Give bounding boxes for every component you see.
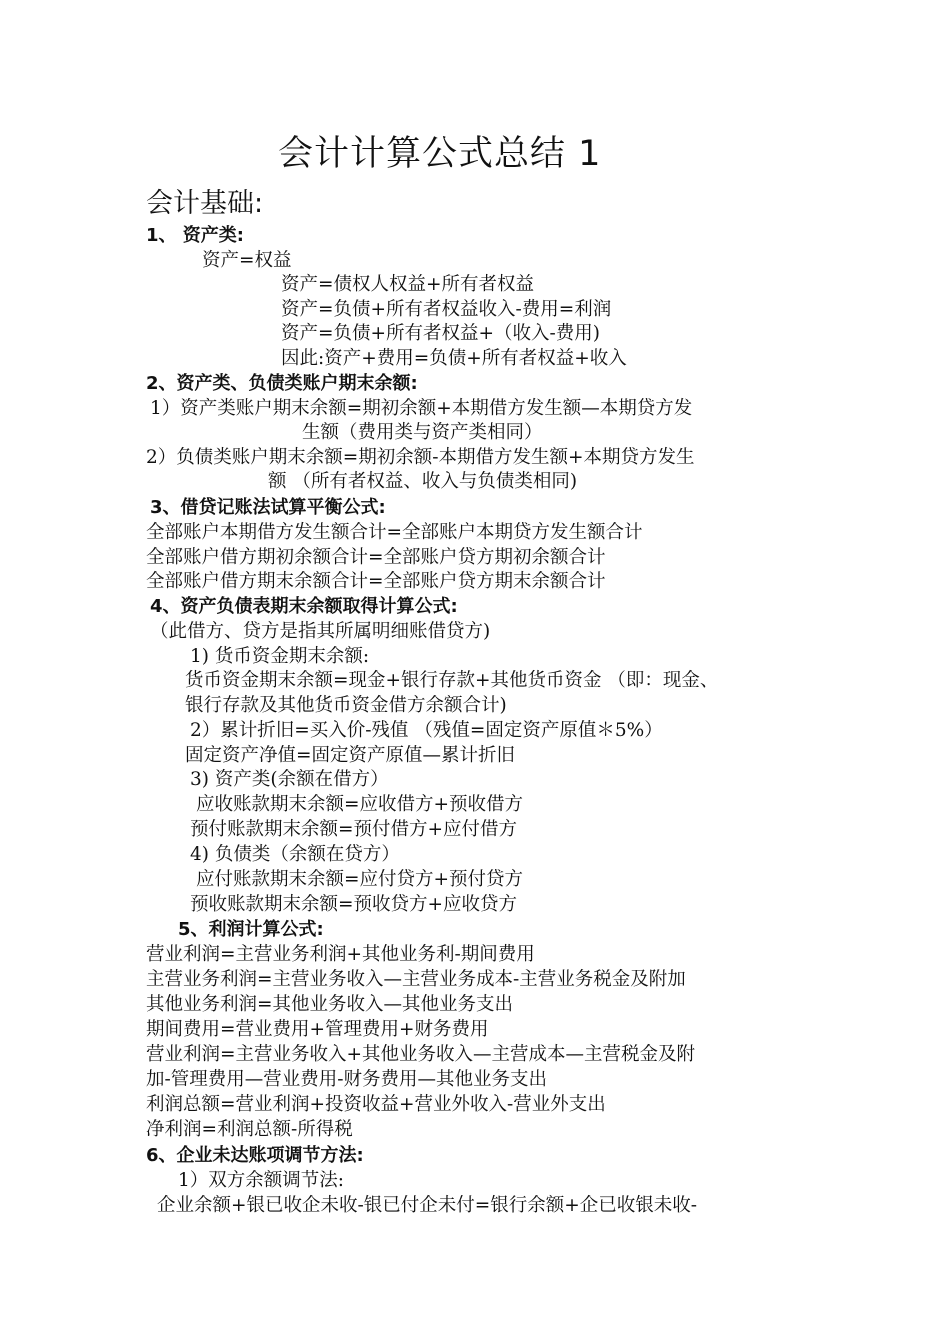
heading-profit: 5、利润计算公式: (178, 919, 324, 940)
text-line: 应收账款期末余额=应收借方+预收借方 (196, 794, 524, 815)
text-line: 固定资产净值=固定资产原值—累计折旧 (185, 745, 516, 766)
text-line: 主营业务利润=主营业务收入—主营业务成本-主营业务税金及附加 (146, 969, 686, 990)
text-line: 其他业务利润=其他业务收入—其他业务支出 (146, 994, 514, 1015)
text-line: 资产=债权人权益+所有者权益 (281, 274, 535, 295)
text-line: 生额（费用类与资产类相同） (302, 422, 543, 443)
text-line: 2）累计折旧=买入价-残值 （残值=固定资产原值＊5%） (190, 720, 663, 741)
text-line: 1) 货币资金期末余额: (190, 646, 370, 667)
text-line: 全部账户借方期初余额合计=全部账户贷方期初余额合计 (146, 547, 606, 568)
text-line: 资产=负债+所有者权益收入-费用=利润 (281, 299, 612, 320)
text-line: 预收账款期末余额=预收贷方+应收贷方 (190, 894, 518, 915)
text-line: 利润总额=营业利润+投资收益+营业外收入-营业外支出 (146, 1094, 606, 1115)
text-line: 净利润=利润总额-所得税 (146, 1119, 353, 1140)
text-line: 3) 资产类(余额在借方） (190, 769, 389, 790)
text-line: 资产=负债+所有者权益+（收入-费用) (281, 323, 600, 344)
text-line: 银行存款及其他货币资金借方余额合计) (185, 695, 507, 716)
text-line: 2）负债类账户期末余额=期初余额-本期借方发生额+本期贷方发生 (146, 447, 695, 468)
text-line: 企业余额+银已收企未收-银已付企未付=银行余额+企已收银未收- (157, 1195, 698, 1216)
heading-assets: 1、 资产类: (146, 225, 244, 246)
text-line: 额 （所有者权益、收入与负债类相同) (268, 471, 578, 492)
text-line: 营业利润=主营业务收入+其他业务收入—主营成本—主营税金及附 (146, 1044, 696, 1065)
text-line: 1）双方余额调节法: (178, 1170, 345, 1191)
text-line: 资产=权益 (202, 250, 292, 271)
text-line: （此借方、贷方是指其所属明细账借贷方) (150, 621, 491, 642)
heading-balance-sheet: 4、资产负债表期末余额取得计算公式: (150, 596, 458, 617)
section-heading: 会计基础: (146, 188, 264, 219)
heading-reconciliation: 6、企业未达账项调节方法: (146, 1145, 364, 1166)
text-line: 4) 负债类（余额在贷方） (190, 844, 400, 865)
text-line: 全部账户借方期末余额合计=全部账户贷方期末余额合计 (146, 571, 606, 592)
document-title: 会计计算公式总结 1 (278, 134, 602, 174)
heading-balances: 2、资产类、负债类账户期末余额: (146, 373, 418, 394)
text-line: 预付账款期末余额=预付借方+应付借方 (190, 819, 518, 840)
text-line: 因此:资产+费用=负债+所有者权益+收入 (281, 348, 627, 369)
text-line: 货币资金期末余额=现金+银行存款+其他货币资金 （即：现金、 (185, 670, 719, 691)
text-line: 期间费用=营业费用+管理费用+财务费用 (146, 1019, 489, 1040)
text-line: 加-管理费用—营业费用-财务费用—其他业务支出 (146, 1069, 548, 1090)
text-line: 全部账户本期借方发生额合计=全部账户本期贷方发生额合计 (146, 522, 643, 543)
text-line: 应付账款期末余额=应付贷方+预付贷方 (196, 869, 524, 890)
heading-trial-balance: 3、借贷记账法试算平衡公式: (150, 497, 386, 518)
text-line: 1）资产类账户期末余额=期初余额+本期借方发生额—本期贷方发 (150, 398, 693, 419)
text-line: 营业利润=主营业务利润+其他业务利-期间费用 (146, 944, 535, 965)
